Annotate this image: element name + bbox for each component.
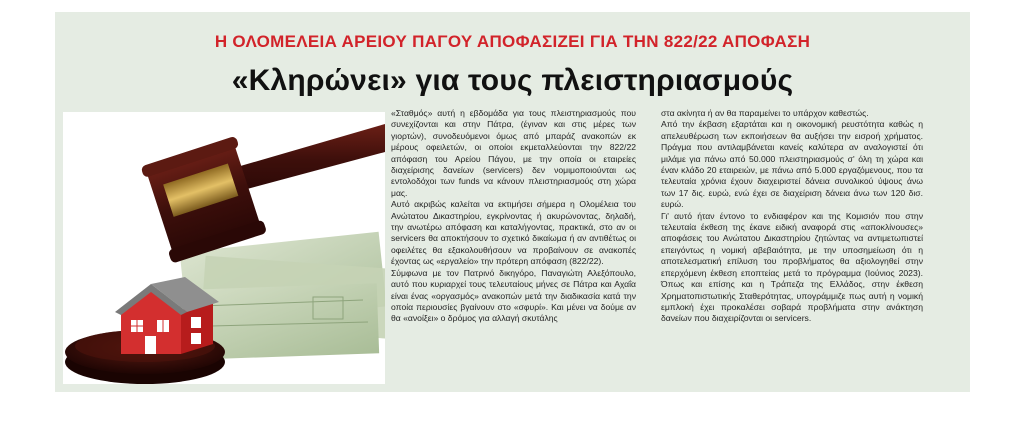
paragraph: Σύμφωνα με τον Πατρινό δικηγόρο, Παναγιώτη Αλεξόπουλο, αυτό που κυριαρχεί τους τελευταίους μήνες σε Πάτρα και Αχαΐα είναι ένας «οργασμός» ανακοπών μετά την διαδικασία κατά την οποία περιουσίες βγαίνουν στο «σφυρί». Και μένει να δούμε αν θα «ανοίξει» ο δρόμος για αλλαγή σκυτάλης bbox=[391, 267, 636, 324]
article-column-2 bbox=[661, 108, 923, 325]
article-card bbox=[55, 12, 970, 392]
article-kicker: Η ΟΛΟΜΕΛΕΙΑ ΑΡΕΙΟΥ ΠΑΓΟΥ ΑΠΟΦΑΣΙΖΕΙ ΓΙΑ ΤΗΝ 822/22 ΑΠΟΦΑΣΗ bbox=[214, 32, 811, 51]
gavel-house-illustration bbox=[63, 112, 385, 384]
paragraph: Από την έκβαση εξαρτάται και η οικονομική ρευστότητα καθώς η απελευθέρωση των εκποιήσεων θα αυξήσει την εισροή χρήματος. Πράγμα που αντιλαμβάνεται κανείς καλύτερα αν αναλογιστεί ότι μιλάμε για πάνω από 50.000 πλειστηριασμούς σ' όλη τη χώρα και έναν κλάδο 20 εταιρειών, με πάνω από 5.000 εργαζόμενους, που τα τελευταία χρόνια έχουν διαχειριστεί δάνεια συνολικού ύψους άνω των 17 δις. ευρώ, ενώ έχει σε διαχείριση δάνεια άνω των 120 δισ. ευρώ. bbox=[661, 119, 923, 210]
article-photo bbox=[63, 112, 385, 384]
paragraph: στα ακίνητα ή αν θα παραμείνει το υπάρχον καθεστώς. bbox=[661, 108, 869, 118]
article-column-1 bbox=[391, 108, 636, 325]
paragraph: «Σταθμός» αυτή η εβδομάδα για τους πλειστηριασμούς που συνεχίζονται και στην Πάτρα, (έγιναν και στις μέρες των γιορτών), συνοδευόμενοι όμως από μπαράζ ανακοπών εκ μέρους οφειλετών, οι οποίοι εκμεταλλεύονται την 822/22 απόφαση του Αρείου Πάγου, με την οποία οι εταιρείες διαχείρισης δανείων (servicers) δεν νομιμοποιούνται ως εντολοδόχοι των funds να κάνουν πλειστηριασμούς στη χώρα μας. bbox=[391, 108, 636, 198]
paragraph: Αυτό ακριβώς καλείται να εκτιμήσει σήμερα η Ολομέλεια του Ανώτατου Δικαστηρίου, εγκρίνοντας ή ακυρώνοντας, δηλαδή, την ανωτέρω απόφαση και καταλήγοντας, πρακτικά, στο αν οι servicers θα αποκτήσουν το σχετικό δικαίωμα ή αν αντιθέτως οι οφειλέτες θα εξακολουθήσουν να προβαίνουν σε ανακοπές έχοντας ως «εργαλείο» την πρότερη απόφαση (822/22). bbox=[391, 199, 636, 267]
paragraph: Γι' αυτό ήταν έντονο το ενδιαφέρον και της Κομισιόν που στην τελευταία έκθεση της έκανε ειδική αναφορά στις «αποκλίνουσες» αποφάσεις του Ανώτατου Δικαστηρίου ζητώντας να αντιμετωπιστεί επειγόντως η νομική αβεβαιότητα, με την υποσημείωση ότι η αποτελεσματική επίλυση του προβλήματος θα αξιολογηθεί στην επερχόμενη έκθεση εποπτείας μετά το πρόγραμμα (Ιούνιος 2023). Όπως και επίσης και η Τράπεζα της Ελλάδος, στην έκθεση Χρηματοπιστωτικής Σταθερότητας, υπογράμμιζε πως αυτή η νομική εμπλοκή έχει προκαλέσει σοβαρά προβλήματα στην ανάκτηση δανείων που διαχειρίζονται οι servicers. bbox=[661, 210, 923, 324]
article-headline: «Κληρώνει» για τους πλειστηριασμούς bbox=[231, 64, 794, 97]
